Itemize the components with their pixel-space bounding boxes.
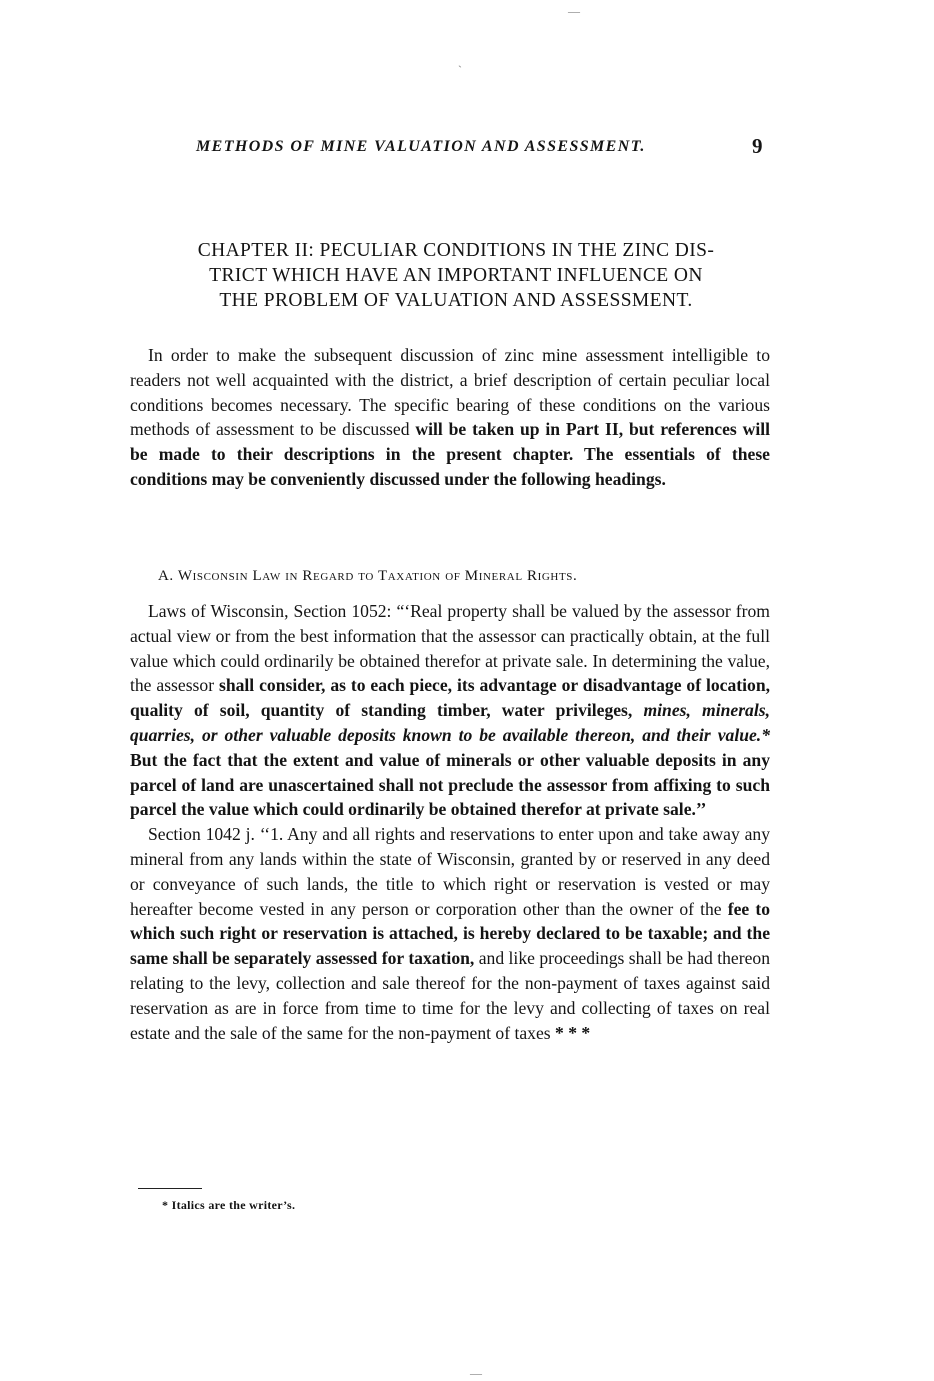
law-1052-bold-tail: But the fact that the extent and value of minerals or other valuable deposits in any parcel of land are unascertained shall not preclude the assessor from affixing to such parcel the value which could ordinarily be obtained therefor at private sale.’’ bbox=[130, 749, 770, 820]
section-heading: A. Wisconsin Law in Regard to Taxation of Mineral Rights. bbox=[158, 568, 578, 584]
law-1052-bold: shall consider, as to each piece, its advantage or disadvantage of location, quality of soil, quantity of standing timber, water privileges, bbox=[130, 675, 771, 721]
running-title: METHODS OF MINE VALUATION AND ASSESSMENT. bbox=[196, 138, 646, 155]
scan-speck: ˎ bbox=[458, 54, 462, 68]
footnote-divider bbox=[138, 1188, 202, 1189]
chapter-title bbox=[118, 238, 794, 313]
ellipsis-asterisks: * * * bbox=[550, 1022, 591, 1043]
intro-text: In order to make the subsequent discussion of zinc mine assessment intelligible to readers not well acquainted with the district, a brief description of certain peculiar local conditions becomes necessary. The specific bearing of these conditions on the various methods of assessment to be discussed bbox=[130, 345, 770, 440]
law-1052-text: Laws of Wisconsin, Section 1052: “‘Real property shall be valued by the assessor from actual view or from the best information that the assessor can practically obtain, at the full value which could ordinarily be obtained therefor at private sale. In determining the value, the assessor bbox=[130, 601, 770, 696]
footnote: * Italics are the writer’s. bbox=[162, 1198, 296, 1212]
intro-paragraph bbox=[130, 343, 770, 492]
law-1052-italic: mines, minerals, quarries, or other valuable deposits known to be available thereon, and their value.* bbox=[130, 700, 770, 745]
scan-speck: — bbox=[470, 1366, 482, 1380]
chapter-title-line: TRICT WHICH HAVE AN IMPORTANT INFLUENCE ON bbox=[209, 265, 703, 286]
scan-speck: — bbox=[568, 4, 580, 18]
section-1042j-paragraph bbox=[130, 822, 770, 1045]
law-1042j-bold: fee to which such right or reservation is attached, is hereby declared to be taxable; and the same shall be separately assessed for taxation, bbox=[130, 898, 770, 969]
chapter-title-line: CHAPTER II: PECULIAR CONDITIONS IN THE ZINC DIS- bbox=[197, 240, 715, 261]
intro-text-bold: will be taken up in Part II, but references will be made to their descriptions in the present chapter. The essentials of these conditions may be conveniently discussed under the following headings. bbox=[130, 419, 771, 489]
section-1052-paragraph bbox=[130, 599, 770, 822]
page-number: 9 bbox=[752, 134, 763, 158]
law-1042j-text-tail: and like proceedings shall be had thereon relating to the levy, collection and sale thereof for the non-payment of taxes against said reservation as are in force from time to time for the levy and collecting of taxes on real estate and the sale of the same for the non-payment of taxes bbox=[130, 948, 770, 1043]
law-1042j-text: Section 1042 j. ‘‘1. Any and all rights and reservations to enter upon and take away any mineral from any lands within the state of Wisconsin, granted by or reserved in any deed or conveyance of such lands, the title to which right or reservation is vested or may hereafter become vested in any person or corporation other than the owner of the bbox=[130, 824, 770, 919]
chapter-title-line: THE PROBLEM OF VALUATION AND ASSESSMENT. bbox=[219, 290, 693, 311]
law-text bbox=[130, 599, 770, 1045]
